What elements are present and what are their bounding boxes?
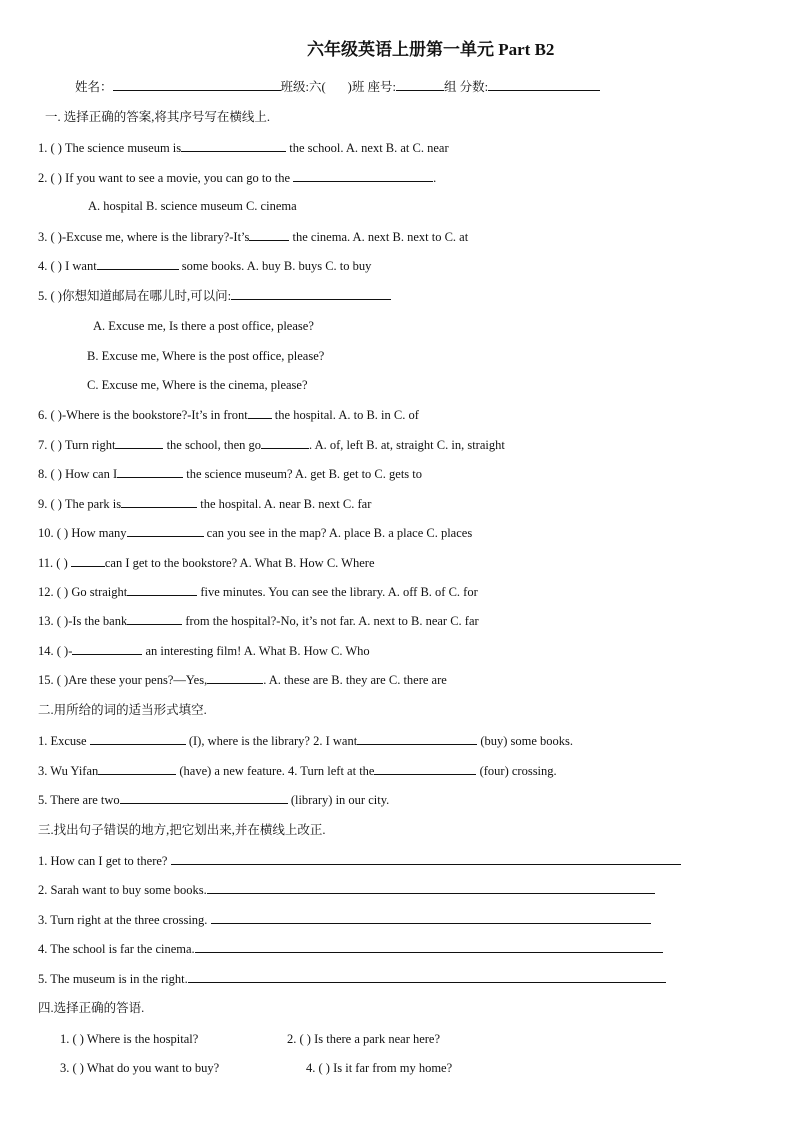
- answer-blank[interactable]: [72, 642, 142, 655]
- correction-blank[interactable]: [211, 911, 651, 924]
- q1-item: 2. ( ) If you want to see a movie, you can go to the .: [38, 171, 437, 185]
- q1-option: B. Excuse me, Where is the post office, please?: [87, 349, 325, 363]
- q4-item: 4. ( ) Is it far from my home?: [306, 1061, 453, 1075]
- section-3-heading: 三.找出句子错误的地方,把它划出来,并在横线上改正.: [38, 823, 326, 837]
- answer-blank[interactable]: [374, 762, 476, 775]
- answer-blank[interactable]: [207, 671, 263, 684]
- answer-blank[interactable]: [357, 732, 477, 745]
- answer-blank[interactable]: [98, 762, 176, 775]
- q1-options: A. hospital B. science museum C. cinema: [88, 199, 297, 213]
- class-suffix: )班: [347, 80, 365, 94]
- q2-item: 5. There are two (library) in our city.: [38, 793, 390, 807]
- name-label: 姓名：: [75, 80, 113, 94]
- q3-item: 5. The museum is in the right.: [38, 970, 666, 987]
- answer-blank[interactable]: [181, 139, 286, 152]
- answer-blank[interactable]: [293, 169, 433, 182]
- q4-item: 2. ( ) Is there a park near here?: [287, 1032, 441, 1046]
- q1-item: 3. ( )-Excuse me, where is the library?-It’s the cinema. A. next B. next to C. at: [38, 230, 469, 244]
- answer-blank[interactable]: [115, 436, 163, 449]
- section-4-heading: 四.选择正确的答语.: [38, 1001, 145, 1015]
- answer-blank[interactable]: [90, 732, 186, 745]
- q1-item: 11. ( ) can I get to the bookstore? A. What B. How C. Where: [38, 556, 375, 570]
- q1-item: 15. ( )Are these your pens?—Yes, . A. these are B. they are C. there are: [38, 673, 447, 687]
- q1-item: 10. ( ) How many can you see in the map? A. place B. a place C. places: [38, 526, 473, 540]
- correction-blank[interactable]: [207, 881, 655, 894]
- q1-item: 4. ( ) I want some books. A. buy B. buys C. to buy: [38, 259, 372, 273]
- q1-option: A. Excuse me, Is there a post office, please?: [93, 319, 314, 333]
- seat-blank[interactable]: [396, 78, 444, 91]
- answer-blank[interactable]: [117, 465, 183, 478]
- section-1-heading: 一. 选择正确的答案,将其序号写在横线上.: [45, 110, 271, 124]
- q2-item: 3. Wu Yifan (have) a new feature. 4. Turn left at the (four) crossing.: [38, 764, 557, 778]
- answer-blank[interactable]: [71, 554, 105, 567]
- q4-item: 3. ( ) What do you want to buy?: [60, 1061, 220, 1075]
- correction-blank[interactable]: [171, 852, 681, 865]
- answer-blank[interactable]: [127, 524, 204, 537]
- q1-item: 13. ( )-Is the bank from the hospital?-No, it’s not far. A. next to B. near C. far: [38, 614, 479, 628]
- seat-label: 座号:: [367, 80, 396, 94]
- q1-item: 5. ( )你想知道邮局在哪儿时,可以问:: [38, 287, 391, 304]
- name-blank[interactable]: [113, 78, 281, 91]
- q3-item: 4. The school is far the cinema.: [38, 940, 663, 957]
- q3-item: 1. How can I get to there?: [38, 852, 681, 869]
- answer-blank[interactable]: [261, 436, 309, 449]
- answer-blank[interactable]: [120, 791, 288, 804]
- section-2-heading: 二.用所给的词的适当形式填空.: [38, 703, 207, 717]
- q1-item: 8. ( ) How can I the science museum? A. get B. get to C. gets to: [38, 467, 422, 481]
- student-info-line: [75, 78, 600, 95]
- answer-blank[interactable]: [97, 257, 179, 270]
- answer-blank[interactable]: [248, 406, 272, 419]
- q4-item: 1. ( ) Where is the hospital?: [60, 1032, 199, 1046]
- q1-item: 7. ( ) Turn right the school, then go . A. of, left B. at, straight C. in, straight: [38, 438, 505, 452]
- score-blank[interactable]: [488, 78, 600, 91]
- correction-blank[interactable]: [188, 970, 666, 983]
- q1-item: 12. ( ) Go straight five minutes. You can see the library. A. off B. of C. for: [38, 585, 478, 599]
- q1-item: 6. ( )-Where is the bookstore?-It’s in front the hospital. A. to B. in C. of: [38, 408, 419, 422]
- answer-blank[interactable]: [249, 228, 289, 241]
- answer-blank[interactable]: [231, 287, 391, 300]
- page-title: 六年级英语上册第一单元 Part B2: [307, 40, 555, 59]
- q1-item: 1. ( ) The science museum is the school. A. next B. at C. near: [38, 141, 449, 155]
- class-label: 班级:六(: [280, 80, 326, 94]
- q1-item: 14. ( )- an interesting film! A. What B. How C. Who: [38, 644, 370, 658]
- answer-blank[interactable]: [127, 583, 197, 596]
- q3-item: 2. Sarah want to buy some books.: [38, 881, 655, 898]
- group-label: 组 分数:: [443, 80, 489, 94]
- q1-item: 9. ( ) The park is the hospital. A. near B. next C. far: [38, 497, 372, 511]
- q2-item: 1. Excuse (I), where is the library? 2. I want (buy) some books.: [38, 734, 574, 748]
- correction-blank[interactable]: [195, 940, 663, 953]
- answer-blank[interactable]: [121, 495, 197, 508]
- q1-option: C. Excuse me, Where is the cinema, please?: [87, 378, 308, 392]
- answer-blank[interactable]: [127, 612, 182, 625]
- q3-item: 3. Turn right at the three crossing.: [38, 911, 651, 928]
